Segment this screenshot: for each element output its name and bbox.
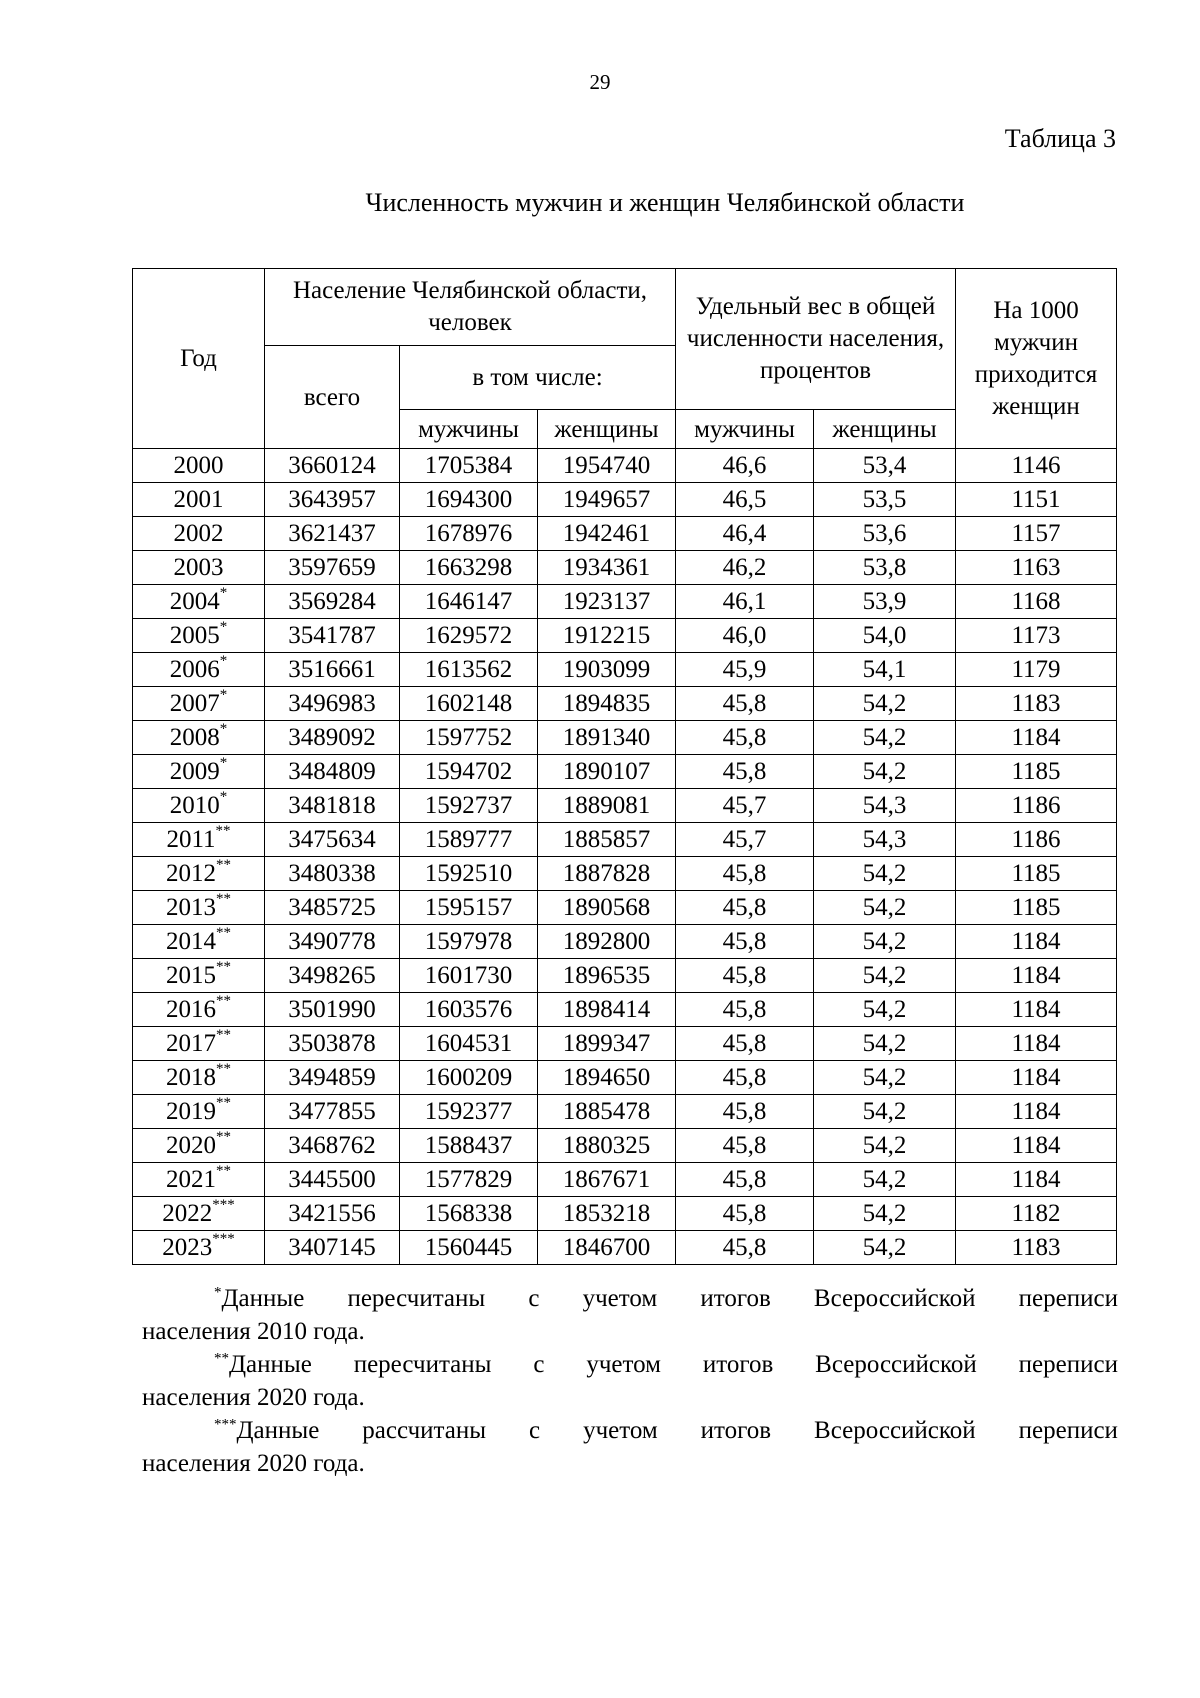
table-row bbox=[133, 1095, 1117, 1129]
cell-total: 3660124 bbox=[265, 449, 400, 483]
footnote-mark: * bbox=[219, 584, 228, 601]
year-value: 2003 bbox=[173, 554, 224, 581]
footnote-mark: ** bbox=[216, 1162, 231, 1179]
footnote-word: Всероссийской bbox=[814, 1417, 976, 1444]
footnote-word: переписи bbox=[1018, 1285, 1118, 1312]
cell-total: 3516661 bbox=[265, 653, 400, 687]
footnote-word: пересчитаны bbox=[353, 1351, 492, 1378]
cell-ratio: 1185 bbox=[956, 857, 1117, 891]
cell-ratio: 1173 bbox=[956, 619, 1117, 653]
cell-total: 3501990 bbox=[265, 993, 400, 1027]
footnote-continuation: населения 2020 года. bbox=[142, 1384, 365, 1411]
cell-ratio: 1185 bbox=[956, 891, 1117, 925]
footnote-mark: ** bbox=[216, 1128, 231, 1145]
footnote-mark: ** bbox=[216, 924, 231, 941]
cell-women: 1942461 bbox=[538, 517, 676, 551]
cell-women-pct: 54,3 bbox=[814, 823, 956, 857]
year-value: 2014 bbox=[166, 928, 216, 955]
table-label: Таблица 3 bbox=[1004, 124, 1116, 153]
cell-women-pct: 53,4 bbox=[814, 449, 956, 483]
cell-ratio: 1184 bbox=[956, 959, 1117, 993]
footnote-line bbox=[142, 1282, 1118, 1315]
cell-men-pct: 45,8 bbox=[676, 687, 814, 721]
table-row bbox=[133, 721, 1117, 755]
year-value: 2004 bbox=[169, 588, 220, 615]
footnote-continuation: населения 2010 года. bbox=[142, 1318, 365, 1345]
footnote-word: учетом bbox=[583, 1417, 658, 1444]
cell-ratio: 1186 bbox=[956, 789, 1117, 823]
cell-total: 3480338 bbox=[265, 857, 400, 891]
cell-total: 3621437 bbox=[265, 517, 400, 551]
year-value: 2016 bbox=[166, 996, 216, 1023]
cell-men: 1705384 bbox=[400, 449, 538, 483]
cell-year bbox=[133, 925, 265, 959]
cell-year bbox=[133, 1129, 265, 1163]
cell-men-pct: 45,8 bbox=[676, 959, 814, 993]
cell-men-pct: 46,2 bbox=[676, 551, 814, 585]
cell-men-pct: 46,1 bbox=[676, 585, 814, 619]
cell-women-pct: 54,0 bbox=[814, 619, 956, 653]
cell-men: 1603576 bbox=[400, 993, 538, 1027]
table-row bbox=[133, 959, 1117, 993]
year-value: 2010 bbox=[169, 792, 220, 819]
cell-women-pct: 54,2 bbox=[814, 1129, 956, 1163]
year-value: 2019 bbox=[166, 1098, 216, 1125]
cell-women: 1890107 bbox=[538, 755, 676, 789]
cell-total: 3494859 bbox=[265, 1061, 400, 1095]
cell-year bbox=[133, 585, 265, 619]
cell-men-pct: 45,8 bbox=[676, 1095, 814, 1129]
cell-year bbox=[133, 449, 265, 483]
footnote-word bbox=[214, 1414, 319, 1447]
cell-total: 3481818 bbox=[265, 789, 400, 823]
year-value: 2013 bbox=[166, 894, 216, 921]
cell-year bbox=[133, 1163, 265, 1197]
cell-women-pct: 54,2 bbox=[814, 1197, 956, 1231]
year-value: 2015 bbox=[166, 962, 216, 989]
cell-total: 3541787 bbox=[265, 619, 400, 653]
footnotes bbox=[142, 1282, 1118, 1480]
table-row bbox=[133, 1061, 1117, 1095]
table-row bbox=[133, 789, 1117, 823]
table-row bbox=[133, 551, 1117, 585]
cell-women-pct: 54,2 bbox=[814, 687, 956, 721]
footnote-mark: ** bbox=[216, 992, 231, 1009]
cell-year bbox=[133, 823, 265, 857]
header-year: Год bbox=[133, 269, 265, 449]
cell-year bbox=[133, 653, 265, 687]
header-women-pct: женщины bbox=[814, 410, 956, 449]
cell-men: 1600209 bbox=[400, 1061, 538, 1095]
cell-total: 3484809 bbox=[265, 755, 400, 789]
cell-year bbox=[133, 755, 265, 789]
footnote-mark: ** bbox=[216, 1094, 231, 1111]
cell-men-pct: 45,8 bbox=[676, 755, 814, 789]
cell-men: 1588437 bbox=[400, 1129, 538, 1163]
year-value: 2001 bbox=[173, 486, 224, 513]
cell-women: 1912215 bbox=[538, 619, 676, 653]
footnote-continuation: населения 2020 года. bbox=[142, 1450, 365, 1477]
cell-men: 1694300 bbox=[400, 483, 538, 517]
cell-women-pct: 54,2 bbox=[814, 993, 956, 1027]
cell-women-pct: 54,2 bbox=[814, 755, 956, 789]
cell-men-pct: 45,8 bbox=[676, 1163, 814, 1197]
cell-men: 1613562 bbox=[400, 653, 538, 687]
cell-men-pct: 46,5 bbox=[676, 483, 814, 517]
year-value: 2023 bbox=[162, 1234, 213, 1261]
population-table bbox=[132, 268, 1117, 1265]
footnote-mark: * bbox=[214, 1284, 222, 1301]
footnote-mark: * bbox=[219, 652, 228, 669]
cell-year bbox=[133, 1027, 265, 1061]
cell-women-pct: 54,2 bbox=[814, 1163, 956, 1197]
cell-year bbox=[133, 687, 265, 721]
cell-women: 1896535 bbox=[538, 959, 676, 993]
footnote-mark: *** bbox=[214, 1416, 237, 1433]
cell-year bbox=[133, 619, 265, 653]
footnote-word: рассчитаны bbox=[362, 1417, 487, 1444]
footnote-word: учетом bbox=[582, 1285, 658, 1312]
footnote-word: итогов bbox=[702, 1351, 774, 1378]
table-row bbox=[133, 891, 1117, 925]
table-title: Численность мужчин и женщин Челябинской области bbox=[365, 188, 965, 217]
table-row bbox=[133, 483, 1117, 517]
cell-women: 1891340 bbox=[538, 721, 676, 755]
footnote-mark: ** bbox=[216, 958, 231, 975]
cell-women-pct: 54,3 bbox=[814, 789, 956, 823]
table-body bbox=[133, 449, 1117, 1265]
cell-women-pct: 53,6 bbox=[814, 517, 956, 551]
cell-total: 3498265 bbox=[265, 959, 400, 993]
table-row bbox=[133, 925, 1117, 959]
cell-women-pct: 53,5 bbox=[814, 483, 956, 517]
year-value: 2006 bbox=[169, 656, 220, 683]
cell-men-pct: 45,8 bbox=[676, 1061, 814, 1095]
cell-men-pct: 45,8 bbox=[676, 891, 814, 925]
cell-men-pct: 45,8 bbox=[676, 1197, 814, 1231]
cell-men-pct: 45,8 bbox=[676, 925, 814, 959]
table-row bbox=[133, 687, 1117, 721]
footnote-word: Всероссийской bbox=[815, 1351, 977, 1378]
footnote-word-text: Данные bbox=[221, 1285, 305, 1312]
footnote-line bbox=[142, 1414, 1118, 1447]
cell-women-pct: 54,2 bbox=[814, 1095, 956, 1129]
header-population: Население Челябинской области, человек bbox=[265, 269, 676, 346]
footnote-mark: ** bbox=[215, 822, 231, 839]
cell-women-pct: 53,9 bbox=[814, 585, 956, 619]
cell-women-pct: 54,2 bbox=[814, 891, 956, 925]
cell-total: 3468762 bbox=[265, 1129, 400, 1163]
table-row bbox=[133, 823, 1117, 857]
cell-women: 1903099 bbox=[538, 653, 676, 687]
cell-women: 1954740 bbox=[538, 449, 676, 483]
cell-women-pct: 54,2 bbox=[814, 1027, 956, 1061]
header-share: Удельный вес в общей численности населения, процентов bbox=[676, 269, 956, 410]
cell-women: 1885857 bbox=[538, 823, 676, 857]
cell-ratio: 1185 bbox=[956, 755, 1117, 789]
year-value: 2012 bbox=[166, 860, 216, 887]
cell-women: 1899347 bbox=[538, 1027, 676, 1061]
cell-ratio: 1184 bbox=[956, 925, 1117, 959]
year-value: 2002 bbox=[173, 520, 224, 547]
footnote-mark: ** bbox=[216, 1026, 231, 1043]
cell-men-pct: 45,8 bbox=[676, 1027, 814, 1061]
cell-men-pct: 45,8 bbox=[676, 1231, 814, 1265]
cell-women-pct: 54,2 bbox=[814, 1061, 956, 1095]
cell-total: 3503878 bbox=[265, 1027, 400, 1061]
cell-total: 3643957 bbox=[265, 483, 400, 517]
cell-women: 1894835 bbox=[538, 687, 676, 721]
table-row bbox=[133, 585, 1117, 619]
header-women-count: женщины bbox=[538, 410, 676, 449]
cell-men: 1646147 bbox=[400, 585, 538, 619]
footnote-word-text: Данные bbox=[229, 1351, 312, 1378]
cell-men: 1678976 bbox=[400, 517, 538, 551]
footnote-mark: * bbox=[219, 618, 228, 635]
cell-men: 1601730 bbox=[400, 959, 538, 993]
cell-ratio: 1157 bbox=[956, 517, 1117, 551]
cell-men: 1595157 bbox=[400, 891, 538, 925]
cell-women-pct: 54,2 bbox=[814, 857, 956, 891]
cell-women: 1853218 bbox=[538, 1197, 676, 1231]
cell-ratio: 1182 bbox=[956, 1197, 1117, 1231]
year-value: 2008 bbox=[169, 724, 220, 751]
cell-total: 3407145 bbox=[265, 1231, 400, 1265]
cell-ratio: 1179 bbox=[956, 653, 1117, 687]
table-row bbox=[133, 1129, 1117, 1163]
footnote-mark: ** bbox=[216, 1060, 231, 1077]
cell-year bbox=[133, 1197, 265, 1231]
cell-women: 1892800 bbox=[538, 925, 676, 959]
cell-women: 1889081 bbox=[538, 789, 676, 823]
cell-women-pct: 54,2 bbox=[814, 959, 956, 993]
year-value: 2005 bbox=[169, 622, 220, 649]
footnote-word: итогов bbox=[700, 1417, 772, 1444]
cell-total: 3489092 bbox=[265, 721, 400, 755]
cell-men: 1592377 bbox=[400, 1095, 538, 1129]
year-value: 2000 bbox=[173, 452, 224, 479]
footnote-mark: * bbox=[219, 686, 228, 703]
cell-ratio: 1151 bbox=[956, 483, 1117, 517]
cell-women: 1898414 bbox=[538, 993, 676, 1027]
cell-women: 1934361 bbox=[538, 551, 676, 585]
cell-women-pct: 54,2 bbox=[814, 721, 956, 755]
footnote-word bbox=[214, 1282, 304, 1315]
cell-ratio: 1183 bbox=[956, 1231, 1117, 1265]
table-row bbox=[133, 1163, 1117, 1197]
cell-year bbox=[133, 551, 265, 585]
header-men-pct: мужчины bbox=[676, 410, 814, 449]
header-ratio: На 1000 мужчин приходится женщин bbox=[956, 269, 1117, 449]
cell-women: 1894650 bbox=[538, 1061, 676, 1095]
cell-men: 1592737 bbox=[400, 789, 538, 823]
footnote-mark: ** bbox=[216, 890, 231, 907]
footnote-word: с bbox=[528, 1285, 540, 1312]
year-value: 2021 bbox=[166, 1166, 216, 1193]
cell-ratio: 1184 bbox=[956, 1163, 1117, 1197]
cell-men: 1597752 bbox=[400, 721, 538, 755]
footnote-word: Всероссийской bbox=[813, 1285, 976, 1312]
cell-total: 3445500 bbox=[265, 1163, 400, 1197]
cell-men: 1577829 bbox=[400, 1163, 538, 1197]
cell-year bbox=[133, 857, 265, 891]
year-value: 2017 bbox=[166, 1030, 216, 1057]
table-row bbox=[133, 619, 1117, 653]
cell-women-pct: 54,2 bbox=[814, 1231, 956, 1265]
cell-ratio: 1184 bbox=[956, 1027, 1117, 1061]
footnote-mark: * bbox=[219, 788, 228, 805]
cell-women: 1887828 bbox=[538, 857, 676, 891]
cell-year bbox=[133, 789, 265, 823]
cell-ratio: 1146 bbox=[956, 449, 1117, 483]
cell-ratio: 1186 bbox=[956, 823, 1117, 857]
footnote-mark: *** bbox=[212, 1196, 235, 1213]
cell-women: 1885478 bbox=[538, 1095, 676, 1129]
cell-men-pct: 45,8 bbox=[676, 721, 814, 755]
cell-ratio: 1184 bbox=[956, 1095, 1117, 1129]
cell-men: 1589777 bbox=[400, 823, 538, 857]
cell-men: 1602148 bbox=[400, 687, 538, 721]
footnote-word: переписи bbox=[1018, 1417, 1118, 1444]
cell-total: 3421556 bbox=[265, 1197, 400, 1231]
cell-women-pct: 54,1 bbox=[814, 653, 956, 687]
footnote-word: с bbox=[529, 1417, 541, 1444]
cell-men-pct: 45,8 bbox=[676, 1129, 814, 1163]
page-number: 29 bbox=[589, 70, 611, 94]
cell-year bbox=[133, 1231, 265, 1265]
cell-ratio: 1184 bbox=[956, 993, 1117, 1027]
footnote-mark: * bbox=[219, 720, 228, 737]
cell-total: 3485725 bbox=[265, 891, 400, 925]
cell-ratio: 1184 bbox=[956, 1129, 1117, 1163]
year-value: 2018 bbox=[166, 1064, 216, 1091]
footnote-mark: ** bbox=[216, 856, 231, 873]
cell-men-pct: 46,4 bbox=[676, 517, 814, 551]
cell-men-pct: 45,8 bbox=[676, 993, 814, 1027]
cell-men-pct: 45,8 bbox=[676, 857, 814, 891]
table-row bbox=[133, 755, 1117, 789]
cell-men: 1604531 bbox=[400, 1027, 538, 1061]
header-including: в том числе: bbox=[400, 346, 676, 410]
table-row bbox=[133, 993, 1117, 1027]
year-value: 2011 bbox=[166, 826, 216, 853]
footnote-word-text: Данные bbox=[236, 1417, 320, 1444]
footnote-word bbox=[214, 1348, 312, 1381]
year-value: 2009 bbox=[169, 758, 220, 785]
year-value: 2022 bbox=[162, 1200, 213, 1227]
cell-total: 3496983 bbox=[265, 687, 400, 721]
cell-year bbox=[133, 517, 265, 551]
cell-women: 1880325 bbox=[538, 1129, 676, 1163]
cell-ratio: 1183 bbox=[956, 687, 1117, 721]
cell-men: 1560445 bbox=[400, 1231, 538, 1265]
cell-year bbox=[133, 1061, 265, 1095]
cell-ratio: 1184 bbox=[956, 1061, 1117, 1095]
cell-men: 1592510 bbox=[400, 857, 538, 891]
cell-year bbox=[133, 959, 265, 993]
cell-total: 3475634 bbox=[265, 823, 400, 857]
cell-women: 1949657 bbox=[538, 483, 676, 517]
footnote-word: итогов bbox=[700, 1285, 771, 1312]
table-row bbox=[133, 449, 1117, 483]
cell-men-pct: 45,7 bbox=[676, 789, 814, 823]
cell-ratio: 1163 bbox=[956, 551, 1117, 585]
header-total: всего bbox=[265, 346, 400, 449]
cell-year bbox=[133, 721, 265, 755]
cell-year bbox=[133, 1095, 265, 1129]
cell-men: 1597978 bbox=[400, 925, 538, 959]
cell-year bbox=[133, 483, 265, 517]
cell-total: 3569284 bbox=[265, 585, 400, 619]
cell-ratio: 1168 bbox=[956, 585, 1117, 619]
table-row bbox=[133, 653, 1117, 687]
cell-total: 3490778 bbox=[265, 925, 400, 959]
cell-year bbox=[133, 891, 265, 925]
cell-men-pct: 46,6 bbox=[676, 449, 814, 483]
cell-women: 1867671 bbox=[538, 1163, 676, 1197]
cell-women: 1846700 bbox=[538, 1231, 676, 1265]
year-value: 2020 bbox=[166, 1132, 216, 1159]
cell-total: 3597659 bbox=[265, 551, 400, 585]
cell-year bbox=[133, 993, 265, 1027]
footnote-line bbox=[142, 1348, 1118, 1381]
footnote-word: пересчитаны bbox=[347, 1285, 486, 1312]
header-men-count: мужчины bbox=[400, 410, 538, 449]
table-row bbox=[133, 1197, 1117, 1231]
footnote-word: учетом bbox=[586, 1351, 661, 1378]
cell-women-pct: 53,8 bbox=[814, 551, 956, 585]
cell-men-pct: 46,0 bbox=[676, 619, 814, 653]
table-row bbox=[133, 1027, 1117, 1061]
cell-men-pct: 45,9 bbox=[676, 653, 814, 687]
year-value: 2007 bbox=[169, 690, 220, 717]
footnote-mark: ** bbox=[214, 1350, 229, 1367]
cell-men: 1594702 bbox=[400, 755, 538, 789]
table-row bbox=[133, 1231, 1117, 1265]
cell-men-pct: 45,7 bbox=[676, 823, 814, 857]
footnote-mark: * bbox=[219, 754, 228, 771]
cell-women: 1890568 bbox=[538, 891, 676, 925]
cell-women: 1923137 bbox=[538, 585, 676, 619]
cell-men: 1629572 bbox=[400, 619, 538, 653]
footnote-word: с bbox=[533, 1351, 545, 1378]
cell-ratio: 1184 bbox=[956, 721, 1117, 755]
table-row bbox=[133, 517, 1117, 551]
cell-men: 1568338 bbox=[400, 1197, 538, 1231]
footnote-mark: *** bbox=[212, 1230, 235, 1247]
cell-total: 3477855 bbox=[265, 1095, 400, 1129]
table-row bbox=[133, 857, 1117, 891]
footnote-word: переписи bbox=[1018, 1351, 1118, 1378]
cell-women-pct: 54,2 bbox=[814, 925, 956, 959]
cell-men: 1663298 bbox=[400, 551, 538, 585]
